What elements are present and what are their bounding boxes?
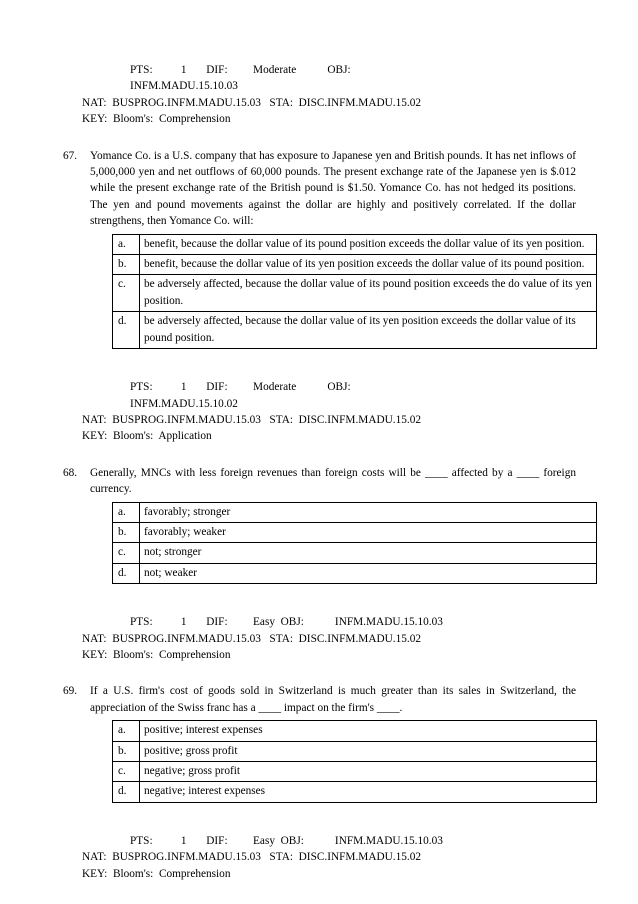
question-number: 69.: [63, 685, 78, 698]
answer-options-table: [112, 234, 597, 349]
question-item: [60, 465, 578, 498]
metadata-pts-line: PTS: 1 DIF: Easy OBJ: INFM.MADU.15.10.03: [130, 834, 443, 847]
metadata-key-line: KEY: Bloom's: Comprehension: [82, 867, 231, 880]
metadata-pts-line: PTS: 1 DIF: Easy OBJ: INFM.MADU.15.10.03: [130, 616, 443, 629]
option-text: favorably; stronger: [140, 502, 597, 522]
option-text: benefit, because the dollar value of its pound position exceeds the dollar value of its yen position.: [140, 234, 597, 254]
table-row[interactable]: [113, 234, 597, 254]
option-text: be adversely affected, because the dollar value of its yen position exceeds the dollar value of its pound position.: [140, 312, 597, 349]
question-item: [60, 683, 578, 716]
metadata-nat-line: NAT: BUSPROG.INFM.MADU.15.03 STA: DISC.INFM.MADU.15.02: [82, 632, 422, 645]
option-letter: a.: [113, 234, 140, 254]
table-row[interactable]: [113, 312, 597, 349]
metadata-nat-line: NAT: BUSPROG.INFM.MADU.15.03 STA: DISC.INFM.MADU.15.02: [82, 96, 422, 109]
table-row[interactable]: [113, 275, 597, 312]
option-letter: c.: [113, 543, 140, 563]
metadata-key-line: KEY: Bloom's: Comprehension: [82, 648, 231, 661]
metadata-key-line: KEY: Bloom's: Application: [82, 430, 212, 443]
option-text: negative; gross profit: [140, 762, 597, 782]
option-text: favorably; weaker: [140, 522, 597, 542]
table-row[interactable]: [113, 563, 597, 583]
answer-options-table: [112, 720, 597, 803]
question-number: 67.: [63, 149, 78, 162]
table-row[interactable]: [113, 762, 597, 782]
option-letter: b.: [113, 255, 140, 275]
answer-metadata-block: [82, 379, 578, 445]
option-text: positive; gross profit: [140, 741, 597, 761]
option-text: benefit, because the dollar value of its yen position exceeds the dollar value of its pound position.: [140, 255, 597, 275]
option-letter: d.: [113, 312, 140, 349]
question-item: [60, 148, 578, 230]
metadata-pts-line: PTS: 1 DIF: Moderate OBJ:: [130, 381, 351, 394]
metadata-obj-line: INFM.MADU.15.10.02: [130, 397, 238, 410]
option-text: negative; interest expenses: [140, 782, 597, 802]
metadata-obj-line: INFM.MADU.15.10.03: [130, 80, 238, 93]
metadata-nat-line: NAT: BUSPROG.INFM.MADU.15.03 STA: DISC.INFM.MADU.15.02: [82, 851, 422, 864]
option-letter: a.: [113, 721, 140, 741]
table-row[interactable]: [113, 782, 597, 802]
table-row[interactable]: [113, 721, 597, 741]
table-row[interactable]: [113, 522, 597, 542]
question-text: Generally, MNCs with less foreign revenues than foreign costs will be ____ affected by a ____ foreign currency.: [90, 466, 576, 496]
table-row[interactable]: [113, 741, 597, 761]
option-letter: a.: [113, 502, 140, 522]
option-letter: b.: [113, 522, 140, 542]
option-letter: d.: [113, 563, 140, 583]
option-text: not; stronger: [140, 543, 597, 563]
table-row[interactable]: [113, 255, 597, 275]
table-row[interactable]: [113, 502, 597, 522]
option-letter: c.: [113, 762, 140, 782]
option-letter: c.: [113, 275, 140, 312]
answer-metadata-block: [82, 833, 578, 882]
option-text: positive; interest expenses: [140, 721, 597, 741]
answer-metadata-block: [82, 62, 578, 128]
table-row[interactable]: [113, 543, 597, 563]
option-letter: b.: [113, 741, 140, 761]
answer-metadata-block: [82, 614, 578, 663]
option-text: not; weaker: [140, 563, 597, 583]
answer-options-table: [112, 502, 597, 585]
option-text: be adversely affected, because the dollar value of its pound position exceeds the do value of its yen position.: [140, 275, 597, 312]
question-text: If a U.S. firm's cost of goods sold in Switzerland is much greater than its sales in Switzerland, the appreciation of the Swiss franc has a ____ impact on the firm's ____.: [90, 685, 576, 714]
question-text: Yomance Co. is a U.S. company that has exposure to Japanese yen and British pounds. It has net inflows of 5,000,000 yen and net outflows of 60,000 pounds. The present exchange rate of the Japanese yen is $.012 while the present exchange rate of the British pound is $1.50. Yomance Co. has not hedged its positions. The yen and pound movements against the dollar are highly and positively correlated. If the dollar strengthens, then Yomance Co. will:: [90, 149, 576, 228]
option-letter: d.: [113, 782, 140, 802]
metadata-nat-line: NAT: BUSPROG.INFM.MADU.15.03 STA: DISC.INFM.MADU.15.02: [82, 413, 422, 426]
metadata-pts-line: PTS: 1 DIF: Moderate OBJ:: [130, 64, 351, 76]
question-number: 68.: [63, 466, 78, 479]
metadata-key-line: KEY: Bloom's: Comprehension: [82, 113, 231, 126]
